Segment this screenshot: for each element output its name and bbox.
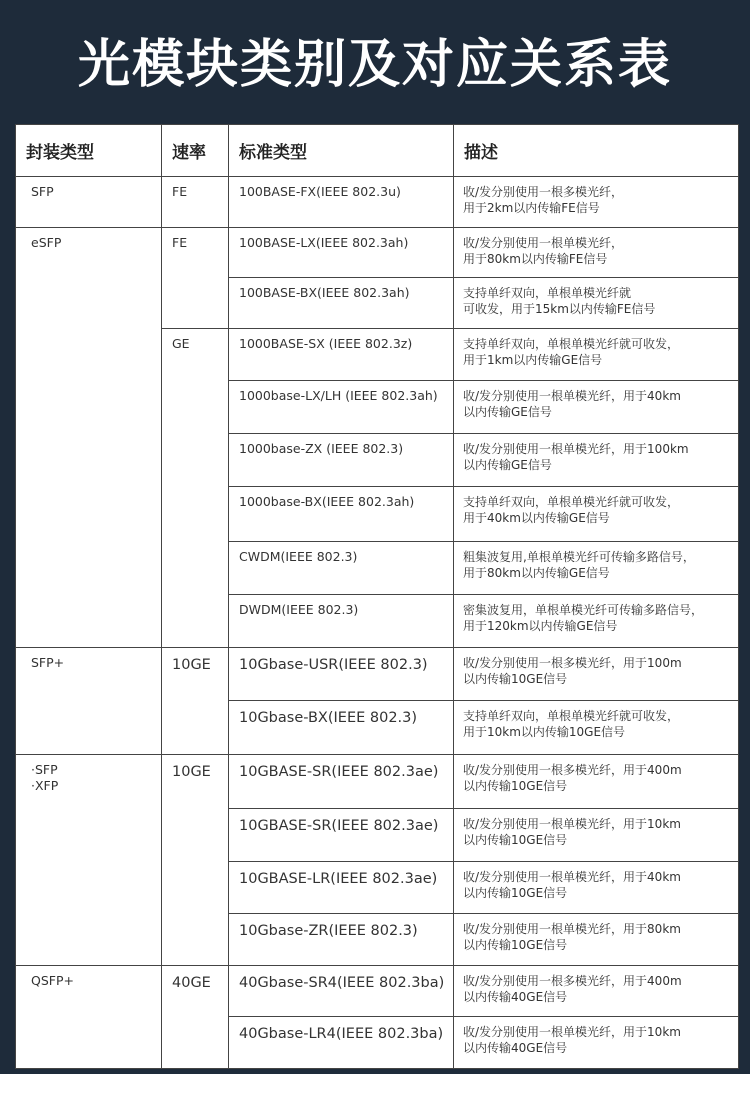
description-text: 收/发分别使用一根多模光纤，用于100m 以内传输10GE信号 bbox=[463, 655, 682, 686]
rate-cell: 10GE bbox=[162, 755, 229, 966]
package-cell bbox=[16, 965, 162, 1068]
description-cell bbox=[454, 965, 739, 1017]
description-text: 支持单纤双向，单根单模光纤就可收发， 用于1km以内传输GE信号 bbox=[463, 336, 680, 367]
description-text: 收/发分别使用一根单模光纤， 用于80km以内传输FE信号 bbox=[463, 235, 624, 266]
table-row bbox=[16, 755, 739, 809]
rate-cell: 40GE bbox=[162, 965, 229, 1068]
standard-cell: 1000base-ZX (IEEE 802.3) bbox=[229, 434, 454, 487]
header-description: 描述 bbox=[454, 125, 739, 177]
description-text: 收/发分别使用一根单模光纤，用于10km 以内传输40GE信号 bbox=[463, 1025, 681, 1056]
standard-cell: 1000base-BX(IEEE 802.3ah) bbox=[229, 486, 454, 542]
standard-cell: 10Gbase-USR(IEEE 802.3) bbox=[229, 647, 454, 701]
description-cell bbox=[454, 542, 739, 595]
description-cell bbox=[454, 647, 739, 701]
description-text: 收/发分别使用一根单模光纤，用于40km 以内传输10GE信号 bbox=[463, 870, 681, 901]
standard-cell: DWDM(IEEE 802.3) bbox=[229, 595, 454, 648]
description-cell bbox=[454, 913, 739, 965]
description-text: 收/发分别使用一根单模光纤，用于100km 以内传输GE信号 bbox=[463, 442, 689, 473]
module-table bbox=[15, 124, 739, 1069]
page-title: 光模块类别及对应关系表 bbox=[77, 35, 672, 95]
standard-cell: 40Gbase-SR4(IEEE 802.3ba) bbox=[229, 965, 454, 1017]
bottom-strip bbox=[0, 1074, 750, 1099]
standard-cell: 10Gbase-BX(IEEE 802.3) bbox=[229, 701, 454, 755]
standard-cell: 100BASE-LX(IEEE 802.3ah) bbox=[229, 227, 454, 278]
package-label: SFP+ bbox=[31, 654, 65, 670]
package-cell bbox=[16, 755, 162, 966]
description-cell bbox=[454, 701, 739, 755]
rate-cell: GE bbox=[162, 328, 229, 647]
header-standard: 标准类型 bbox=[229, 125, 454, 177]
standard-cell: 10Gbase-ZR(IEEE 802.3) bbox=[229, 913, 454, 965]
module-table-card bbox=[15, 124, 738, 1069]
description-cell bbox=[454, 434, 739, 487]
description-text: 收/发分别使用一根多模光纤， 用于2km以内传输FE信号 bbox=[463, 185, 624, 215]
standard-cell: 1000base-LX/LH (IEEE 802.3ah) bbox=[229, 381, 454, 434]
description-text: 粗集波复用,单根单模光纤可传输多路信号， 用于80km以内传输GE信号 bbox=[463, 550, 695, 581]
description-cell bbox=[454, 227, 739, 278]
table-row bbox=[16, 647, 739, 701]
description-cell bbox=[454, 328, 739, 381]
header-package: 封装类型 bbox=[16, 125, 162, 177]
description-cell bbox=[454, 381, 739, 434]
description-cell bbox=[454, 1017, 739, 1069]
description-text: 支持单纤双向，单根单模光纤就可收发， 用于40km以内传输GE信号 bbox=[463, 494, 680, 525]
standard-cell: 10GBASE-LR(IEEE 802.3ae) bbox=[229, 862, 454, 914]
standard-cell: 10GBASE-SR(IEEE 802.3ae) bbox=[229, 755, 454, 809]
rate-cell: FE bbox=[162, 177, 229, 228]
description-text: 支持单纤双向，单根单模光纤就可收发， 用于10km以内传输10GE信号 bbox=[463, 709, 680, 740]
standard-cell: CWDM(IEEE 802.3) bbox=[229, 542, 454, 595]
description-cell bbox=[454, 177, 739, 228]
description-cell bbox=[454, 755, 739, 809]
standard-cell: 100BASE-FX(IEEE 802.3u) bbox=[229, 177, 454, 228]
description-cell bbox=[454, 595, 739, 648]
standard-cell: 100BASE-BX(IEEE 802.3ah) bbox=[229, 278, 454, 329]
package-label: eSFP bbox=[31, 234, 62, 250]
package-cell bbox=[16, 177, 162, 228]
description-cell bbox=[454, 278, 739, 329]
description-text: 收/发分别使用一根单模光纤，用于10km 以内传输10GE信号 bbox=[463, 816, 681, 847]
description-text: 收/发分别使用一根多模光纤，用于400m 以内传输10GE信号 bbox=[463, 763, 682, 794]
package-cell bbox=[16, 227, 162, 647]
package-cell bbox=[16, 647, 162, 754]
description-cell bbox=[454, 862, 739, 914]
description-text: 收/发分别使用一根单模光纤，用于80km 以内传输10GE信号 bbox=[463, 921, 681, 952]
table-row bbox=[16, 965, 739, 1017]
description-text: 收/发分别使用一根单模光纤，用于40km 以内传输GE信号 bbox=[463, 389, 681, 420]
package-label: SFP bbox=[31, 184, 54, 199]
description-cell bbox=[454, 486, 739, 542]
table-row bbox=[16, 227, 739, 278]
standard-cell: 10GBASE-SR(IEEE 802.3ae) bbox=[229, 808, 454, 862]
description-text: 收/发分别使用一根多模光纤，用于400m 以内传输40GE信号 bbox=[463, 973, 682, 1004]
description-text: 支持单纤双向，单根单模光纤就 可收发，用于15km以内传输FE信号 bbox=[463, 286, 656, 317]
rate-cell: FE bbox=[162, 227, 229, 328]
package-label: QSFP+ bbox=[31, 972, 74, 988]
table-row bbox=[16, 177, 739, 228]
description-cell bbox=[454, 808, 739, 862]
header-rate: 速率 bbox=[162, 125, 229, 177]
rate-cell: 10GE bbox=[162, 647, 229, 754]
standard-cell: 1000BASE-SX (IEEE 802.3z) bbox=[229, 328, 454, 381]
standard-cell: 40Gbase-LR4(IEEE 802.3ba) bbox=[229, 1017, 454, 1069]
package-label: ·SFP ·XFP bbox=[31, 762, 59, 794]
description-text: 密集波复用，单根单模光纤可传输多路信号， 用于120km以内传输GE信号 bbox=[463, 603, 704, 634]
table-header-row bbox=[16, 125, 739, 177]
